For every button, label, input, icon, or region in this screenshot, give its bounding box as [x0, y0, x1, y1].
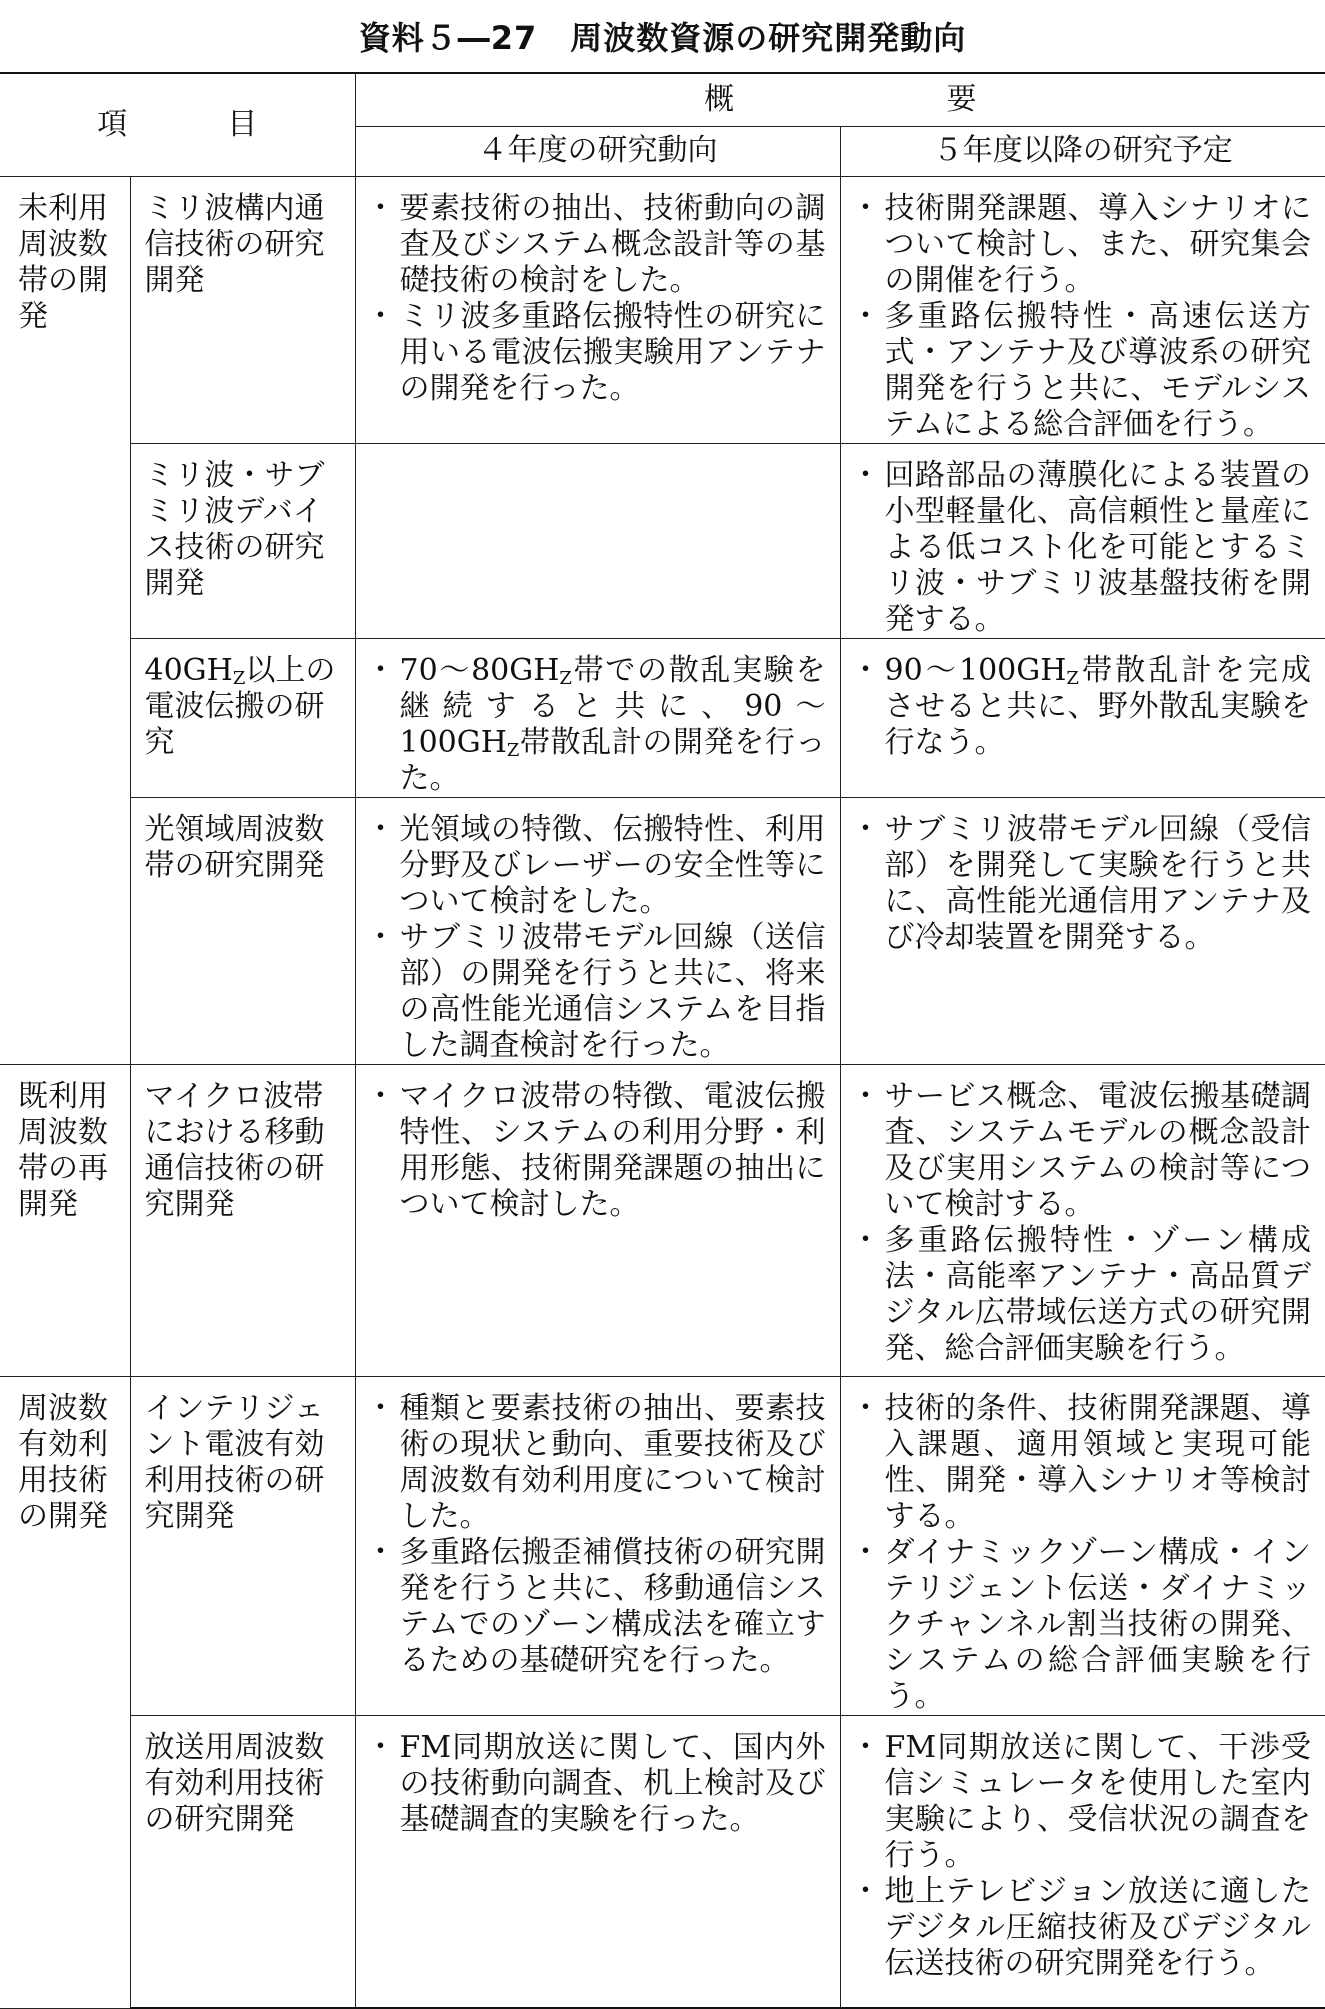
category-cell: 未利用周波数帯の開発: [0, 176, 130, 1064]
header-future: ５年度以降の研究予定: [840, 126, 1325, 176]
header-item-char-1: 項: [97, 106, 128, 142]
bullet-subscript: Z: [1066, 667, 1079, 689]
future-cell: [840, 176, 1325, 443]
bullet-text: 帯散乱計の開発を行った。: [399, 724, 826, 796]
current-cell: [355, 1715, 840, 2008]
header-summary: [355, 73, 1325, 126]
header-summary-char-1: 概: [704, 81, 735, 117]
topic-cell: 光領域周波数帯の研究開発: [130, 797, 355, 1064]
future-cell: [840, 797, 1325, 1064]
bullet-item: ・ FM同期放送に関して、干渉受信シミュレータを使用した室内実験により、受信状況の調査を行う。: [859, 1730, 1312, 1874]
header-item: [0, 73, 355, 176]
topic-subscript: Z: [232, 667, 246, 689]
future-cell: [840, 443, 1325, 638]
topic-cell: ミリ波・サブミリ波デバイス技術の研究開発: [130, 443, 355, 638]
future-cell: [840, 638, 1325, 797]
bullet-text: 70～80GH: [399, 652, 560, 688]
bullet-item: ・ ダイナミックゾーン構成・インテリジェント伝送・ダイナミックチャンネル割当技術の開発、システムの総合評価実験を行う。: [859, 1535, 1312, 1715]
bullet-item: ・ 回路部品の薄膜化による装置の小型軽量化、高信頼性と量産による低コスト化を可能とするミリ波・サブミリ波基盤技術を開発する。: [859, 458, 1312, 638]
bullet-item: ・ 技術開発課題、導入シナリオについて検討し、また、研究集会の開催を行う。: [859, 191, 1312, 299]
topic-cell: ミリ波構内通信技術の研究開発: [130, 176, 355, 443]
bullet-item: ・ FM同期放送に関して、国内外の技術動向調査、机上検討及び基礎調査的実験を行った。: [374, 1730, 826, 1838]
current-cell: [355, 176, 840, 443]
topic-cell: インテリジェント電波有効利用技術の研究開発: [130, 1376, 355, 1715]
bullet-item: ・ サービス概念、電波伝搬基礎調査、システムモデルの概念設計及び実用システムの検討等について検討する。: [859, 1079, 1312, 1223]
bullet-subscript: Z: [559, 667, 572, 689]
topic-text: 以上の電波伝搬の研究: [144, 652, 336, 760]
bullet-item: [374, 653, 826, 797]
bullet-item: ・ 要素技術の抽出、技術動向の調査及びシステム概念設計等の基礎技術の検討をした。: [374, 191, 826, 299]
topic-cell: マイクロ波帯における移動通信技術の研究開発: [130, 1064, 355, 1376]
current-cell: [355, 797, 840, 1064]
header-current: ４年度の研究動向: [355, 126, 840, 176]
current-cell: [355, 1064, 840, 1376]
bullet-item: ・ 種類と要素技術の抽出、要素技術の現状と動向、重要技術及び周波数有効利用度について検討した。: [374, 1391, 826, 1535]
bullet-item: ・ ミリ波多重路伝搬特性の研究に用いる電波伝搬実験用アンテナの開発を行った。: [374, 299, 826, 407]
bullet-text: 帯散乱計を完成させると共に、野外散乱実験を行なう。: [884, 652, 1312, 760]
future-cell: [840, 1064, 1325, 1376]
bullet-item: ・ 多重路伝搬歪補償技術の研究開発を行うと共に、移動通信システムでのゾーン構成法を確立するための基礎研究を行った。: [374, 1535, 826, 1679]
future-cell: [840, 1715, 1325, 2008]
bullet-item: ・ サブミリ波帯モデル回線（受信部）を開発して実験を行うと共に、高性能光通信用アンテナ及び冷却装置を開発する。: [859, 812, 1312, 956]
bullet-item: ・ マイクロ波帯の特徴、電波伝搬特性、システムの利用分野・利用形態、技術開発課題の抽出について検討した。: [374, 1079, 826, 1223]
topic-cell: 放送用周波数有効利用技術の研究開発: [130, 1715, 355, 2008]
header-item-char-2: 目: [227, 106, 258, 142]
bullet-item: ・ サブミリ波帯モデル回線（送信部）の開発を行うと共に、将来の高性能光通信システムを目指した調査検討を行った。: [374, 920, 826, 1064]
bullet-text: 帯での散乱実験を継続すると共に、90～100GH: [399, 652, 826, 760]
topic-text: 40GH: [144, 652, 233, 688]
bullet-item: ・ 技術的条件、技術開発課題、導入課題、適用領域と実現可能性、開発・導入シナリオ等検討する。: [859, 1391, 1312, 1535]
bullet-item: ・ 地上テレビジョン放送に適したデジタル圧縮技術及びデジタル伝送技術の研究開発を行う。: [859, 1874, 1312, 1982]
header-summary-char-2: 要: [946, 81, 977, 117]
research-table: [0, 72, 1325, 2009]
bullet-item: [859, 653, 1312, 761]
bullet-text: 90～100GH: [884, 652, 1067, 688]
bullet-subscript: Z: [506, 739, 520, 761]
future-cell: [840, 1376, 1325, 1715]
current-cell: [355, 1376, 840, 1715]
category-cell: 既利用周波数帯の再開発: [0, 1064, 130, 1376]
bullet-item: ・ 多重路伝搬特性・ゾーン構成法・高能率アンテナ・高品質デジタル広帯域伝送方式の研究開発、総合評価実験を行う。: [859, 1223, 1312, 1367]
bullet-item: ・ 光領域の特徴、伝搬特性、利用分野及びレーザーの安全性等について検討をした。: [374, 812, 826, 920]
current-cell: [355, 443, 840, 638]
bullet-item: ・ 多重路伝搬特性・高速伝送方式・アンテナ及び導波系の研究開発を行うと共に、モデルシステムによる総合評価を行う。: [859, 299, 1312, 443]
category-cell: 周波数有効利用技術の開発: [0, 1376, 130, 2008]
current-cell: [355, 638, 840, 797]
topic-cell: [130, 638, 355, 797]
document-title: 資料５―27 周波数資源の研究開発動向: [358, 19, 967, 57]
